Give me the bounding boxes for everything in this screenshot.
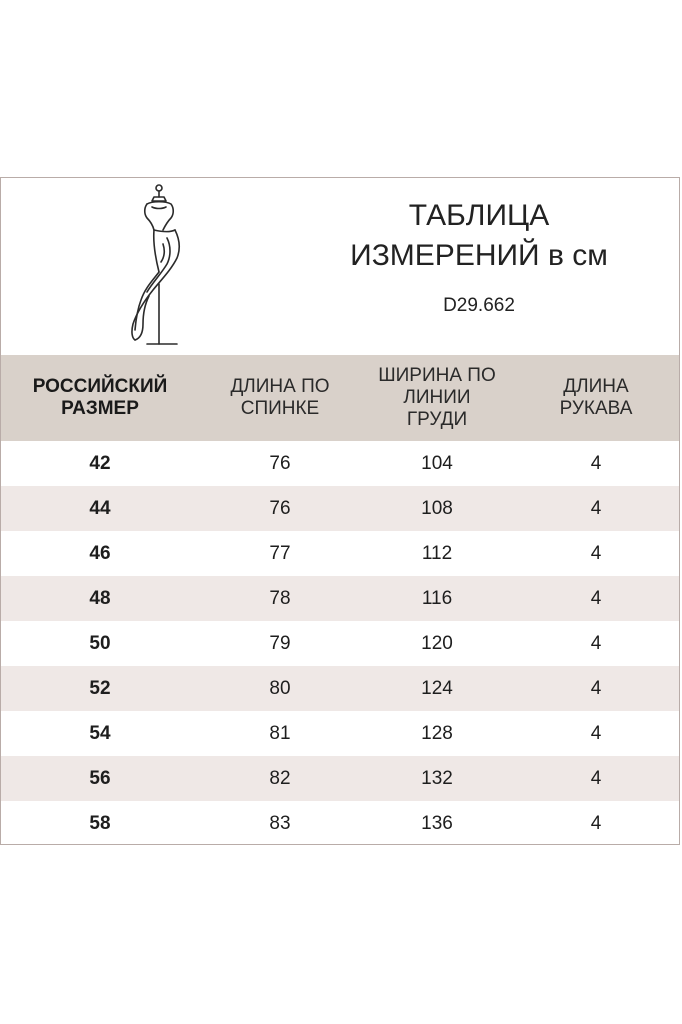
chest-width-cell: 124 bbox=[421, 677, 453, 699]
size-chart-card bbox=[0, 177, 680, 845]
size-cell: 42 bbox=[89, 452, 111, 474]
page-title bbox=[319, 196, 639, 276]
table-row bbox=[1, 666, 679, 711]
back-length-cell: 76 bbox=[269, 497, 291, 519]
sleeve-length-cell: 4 bbox=[590, 497, 602, 519]
table-row bbox=[1, 576, 679, 621]
table-header bbox=[1, 355, 679, 441]
table-row bbox=[1, 621, 679, 666]
chest-width-cell: 120 bbox=[421, 632, 453, 654]
chest-width-cell: 112 bbox=[421, 542, 453, 564]
sleeve-length-cell: 4 bbox=[590, 632, 602, 654]
size-cell: 46 bbox=[89, 542, 111, 564]
table-row bbox=[1, 711, 679, 756]
article-code: D29.662 bbox=[443, 295, 515, 316]
column-header-back-length: ДЛИНА ПО СПИНКЕ bbox=[230, 376, 330, 419]
table-row bbox=[1, 756, 679, 801]
sleeve-length-cell: 4 bbox=[590, 587, 602, 609]
sleeve-length-cell: 4 bbox=[590, 542, 602, 564]
size-cell: 44 bbox=[89, 497, 111, 519]
mannequin-icon bbox=[119, 184, 191, 346]
back-length-cell: 83 bbox=[269, 812, 291, 834]
size-cell: 58 bbox=[89, 812, 111, 834]
size-cell: 50 bbox=[89, 632, 111, 654]
table-row bbox=[1, 531, 679, 576]
back-length-cell: 81 bbox=[269, 722, 291, 744]
size-cell: 56 bbox=[89, 767, 111, 789]
back-length-cell: 82 bbox=[269, 767, 291, 789]
sleeve-length-cell: 4 bbox=[590, 812, 602, 834]
back-length-cell: 76 bbox=[269, 452, 291, 474]
column-header-chest-width: ШИРИНА ПО ЛИНИИ ГРУДИ bbox=[378, 365, 496, 430]
chest-width-cell: 116 bbox=[421, 587, 453, 609]
table-body bbox=[1, 441, 679, 846]
chest-width-cell: 128 bbox=[421, 722, 453, 744]
size-cell: 54 bbox=[89, 722, 111, 744]
column-header-sleeve-length: ДЛИНА РУКАВА bbox=[559, 376, 633, 419]
title-line-2: ИЗМЕРЕНИЙ в см bbox=[350, 239, 608, 272]
back-length-cell: 80 bbox=[269, 677, 291, 699]
sleeve-length-cell: 4 bbox=[590, 722, 602, 744]
sleeve-length-cell: 4 bbox=[590, 677, 602, 699]
chest-width-cell: 136 bbox=[421, 812, 453, 834]
title-line-1: ТАБЛИЦА bbox=[408, 199, 550, 232]
sleeve-length-cell: 4 bbox=[590, 452, 602, 474]
column-header-size: РОССИЙСКИЙ РАЗМЕР bbox=[32, 376, 168, 419]
back-length-cell: 77 bbox=[269, 542, 291, 564]
sleeve-length-cell: 4 bbox=[590, 767, 602, 789]
back-length-cell: 79 bbox=[269, 632, 291, 654]
size-cell: 48 bbox=[89, 587, 111, 609]
table-row bbox=[1, 801, 679, 846]
chest-width-cell: 132 bbox=[421, 767, 453, 789]
size-cell: 52 bbox=[89, 677, 111, 699]
table-row bbox=[1, 486, 679, 531]
chest-width-cell: 104 bbox=[421, 452, 453, 474]
table-row bbox=[1, 441, 679, 486]
back-length-cell: 78 bbox=[269, 587, 291, 609]
chest-width-cell: 108 bbox=[421, 497, 453, 519]
